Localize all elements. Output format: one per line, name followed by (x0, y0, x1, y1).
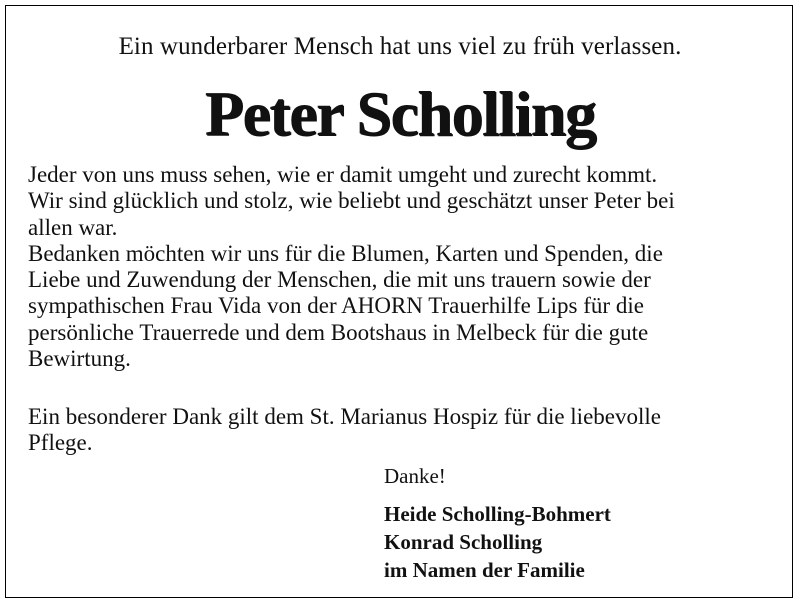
paragraph-line: Ein besonderer Dank gilt dem St. Marianus Hospiz für die liebevolle (28, 404, 661, 429)
signatories (384, 500, 611, 584)
deceased-name: Peter Scholling (204, 78, 596, 149)
signatory-family-line: im Namen der Familie (384, 558, 585, 582)
hospice-thanks-paragraph (28, 404, 778, 457)
paragraph-line: Wir sind glücklich und stolz, wie beliebt und geschätzt unser Peter bei (28, 188, 675, 214)
obituary-notice (5, 5, 793, 598)
signatory-name: Konrad Scholling (384, 530, 543, 554)
paragraph-line: Bewirtung. (28, 346, 131, 372)
paragraph-line: Liebe und Zuwendung der Menschen, die mit uns trauern sowie der (28, 267, 651, 293)
closing-thanks: Danke! (384, 464, 446, 488)
paragraph-line: allen war. (28, 214, 118, 240)
paragraph-line: Pflege. (28, 430, 93, 456)
paragraph-line: sympathischen Frau Vida von der AHORN Trauerhilfe Lips für die (28, 293, 644, 319)
signatory-name: Heide Scholling-Bohmert (384, 502, 611, 526)
paragraph-line: Bedanken möchten wir uns für die Blumen, Karten und Spenden, die (28, 240, 663, 266)
notice-heading: Ein wunderbarer Mensch hat uns viel zu früh verlassen. (118, 33, 682, 60)
paragraph-line: persönliche Trauerrede und dem Bootshaus in Melbeck für die gute (28, 319, 649, 345)
paragraph-line: Jeder von uns muss sehen, wie er damit umgeht und zurecht kommt. (28, 162, 658, 187)
thank-you-paragraph (28, 162, 778, 372)
